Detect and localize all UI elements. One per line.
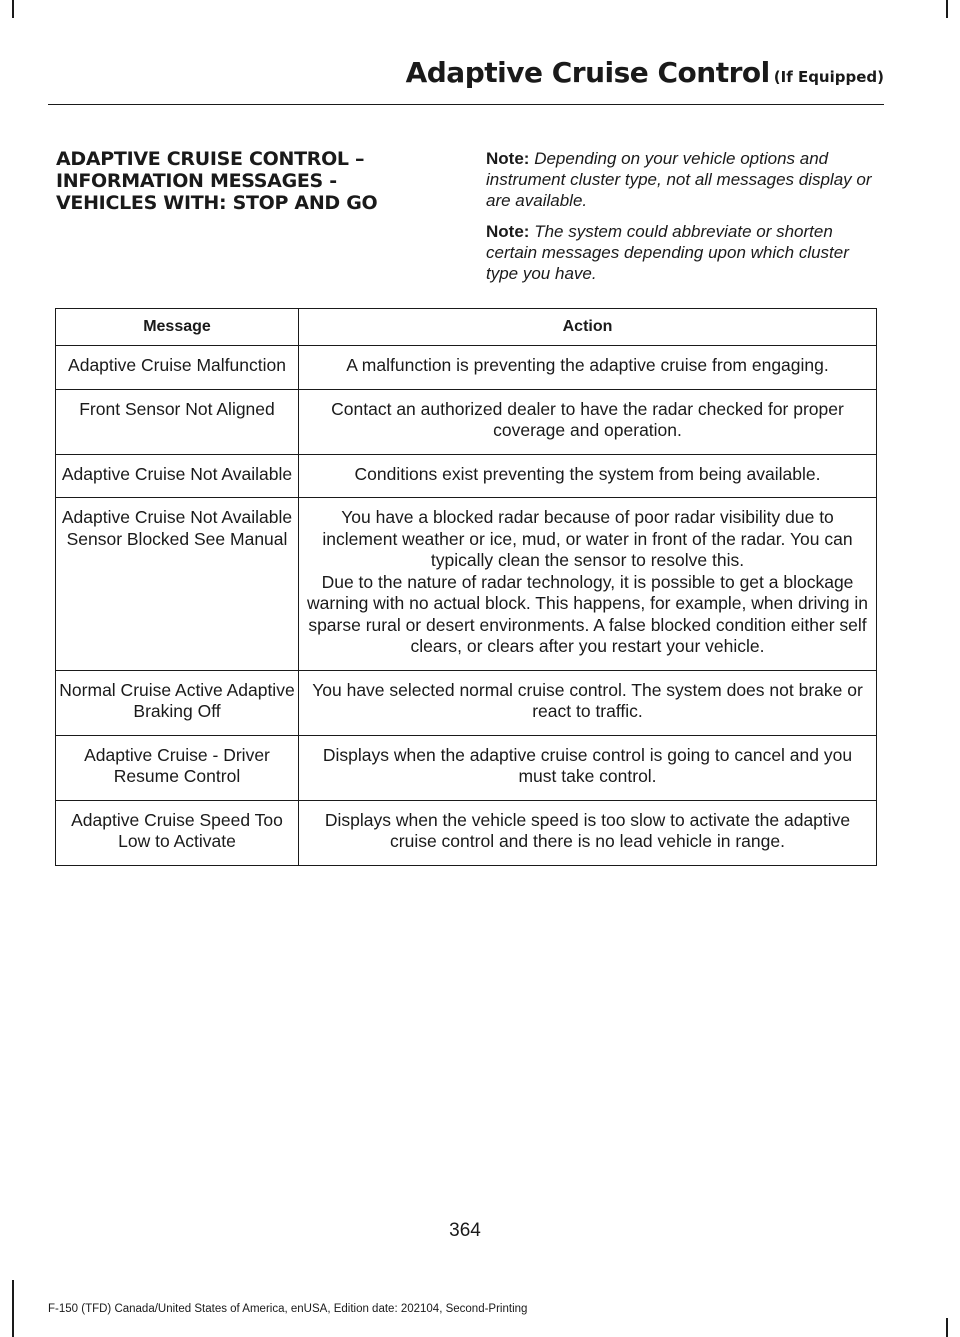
note-label: Note: xyxy=(486,222,530,241)
action-cell xyxy=(299,454,877,498)
notes-block xyxy=(486,148,878,294)
table-row xyxy=(56,735,877,800)
table-row xyxy=(56,670,877,735)
action-text: Conditions exist preventing the system from being available. xyxy=(354,463,821,484)
crop-mark-bottom-right xyxy=(946,1318,948,1337)
note xyxy=(486,148,878,211)
note-text: The system could abbreviate or shorten certain messages depending upon which cluster type you have. xyxy=(486,222,849,283)
section-heading-line: INFORMATION MESSAGES - xyxy=(56,170,337,192)
note-text: Depending on your vehicle options and instrument cluster type, not all messages display or are available. xyxy=(486,149,872,210)
messages-table xyxy=(55,308,877,866)
action-cell xyxy=(299,670,877,735)
page-header xyxy=(48,56,884,89)
action-text: Due to the nature of radar technology, it is possible to get a blockage warning with no actual block. This happens, for example, when driving in sparse rural or desert environments. A false blocked condition either self clears, or clears after you restart your vehicle. xyxy=(307,571,868,656)
crop-mark-top-left xyxy=(12,0,14,18)
chapter-qualifier: (If Equipped) xyxy=(773,68,884,86)
table-row xyxy=(56,800,877,865)
table-row xyxy=(56,454,877,498)
note xyxy=(486,221,878,284)
table-row xyxy=(56,498,877,671)
action-text: Contact an authorized dealer to have the radar checked for proper coverage and operation. xyxy=(331,398,844,440)
action-text: You have a blocked radar because of poor radar visibility due to inclement weather or ice, mud, or water in front of the radar. You can typically clean the sensor to resolve this. xyxy=(322,507,853,570)
message-cell: Adaptive Cruise Malfunction xyxy=(56,346,299,390)
table-row xyxy=(56,346,877,390)
action-cell xyxy=(299,800,877,865)
table-row xyxy=(56,389,877,454)
action-text: You have selected normal cruise control. The system does not brake or react to traffic. xyxy=(312,679,863,721)
action-cell xyxy=(299,498,877,671)
column-header-action: Action xyxy=(299,309,877,346)
message-cell: Normal Cruise Active Adaptive Braking Off xyxy=(56,670,299,735)
header-divider xyxy=(48,104,884,105)
action-cell xyxy=(299,389,877,454)
message-cell: Adaptive Cruise Speed Too Low to Activate xyxy=(56,800,299,865)
message-cell: Adaptive Cruise Not Available Sensor Blocked See Manual xyxy=(56,498,299,671)
action-text: Displays when the adaptive cruise control is going to cancel and you must take control. xyxy=(322,744,853,786)
chapter-title: Adaptive Cruise Control xyxy=(405,56,770,89)
action-text: Displays when the vehicle speed is too slow to activate the adaptive cruise control and there is no lead vehicle in range. xyxy=(324,809,851,851)
message-cell: Adaptive Cruise - Driver Resume Control xyxy=(56,735,299,800)
section-heading xyxy=(56,148,436,214)
page-number: 364 xyxy=(449,1220,481,1241)
action-cell xyxy=(299,735,877,800)
section-heading-line: VEHICLES WITH: STOP AND GO xyxy=(56,192,378,214)
message-cell: Front Sensor Not Aligned xyxy=(56,389,299,454)
section-heading-line: ADAPTIVE CRUISE CONTROL – xyxy=(56,148,365,170)
table-header-row xyxy=(56,309,877,346)
edition-footer: F-150 (TFD) Canada/United States of America, enUSA, Edition date: 202104, Second-Printing xyxy=(48,1303,528,1315)
message-cell: Adaptive Cruise Not Available xyxy=(56,454,299,498)
action-text: A malfunction is preventing the adaptive cruise from engaging. xyxy=(346,355,829,375)
column-header-message: Message xyxy=(56,309,299,346)
note-label: Note: xyxy=(486,149,530,168)
crop-mark-top-right xyxy=(946,0,948,18)
action-cell xyxy=(299,346,877,390)
crop-mark-bottom-left xyxy=(12,1280,14,1337)
